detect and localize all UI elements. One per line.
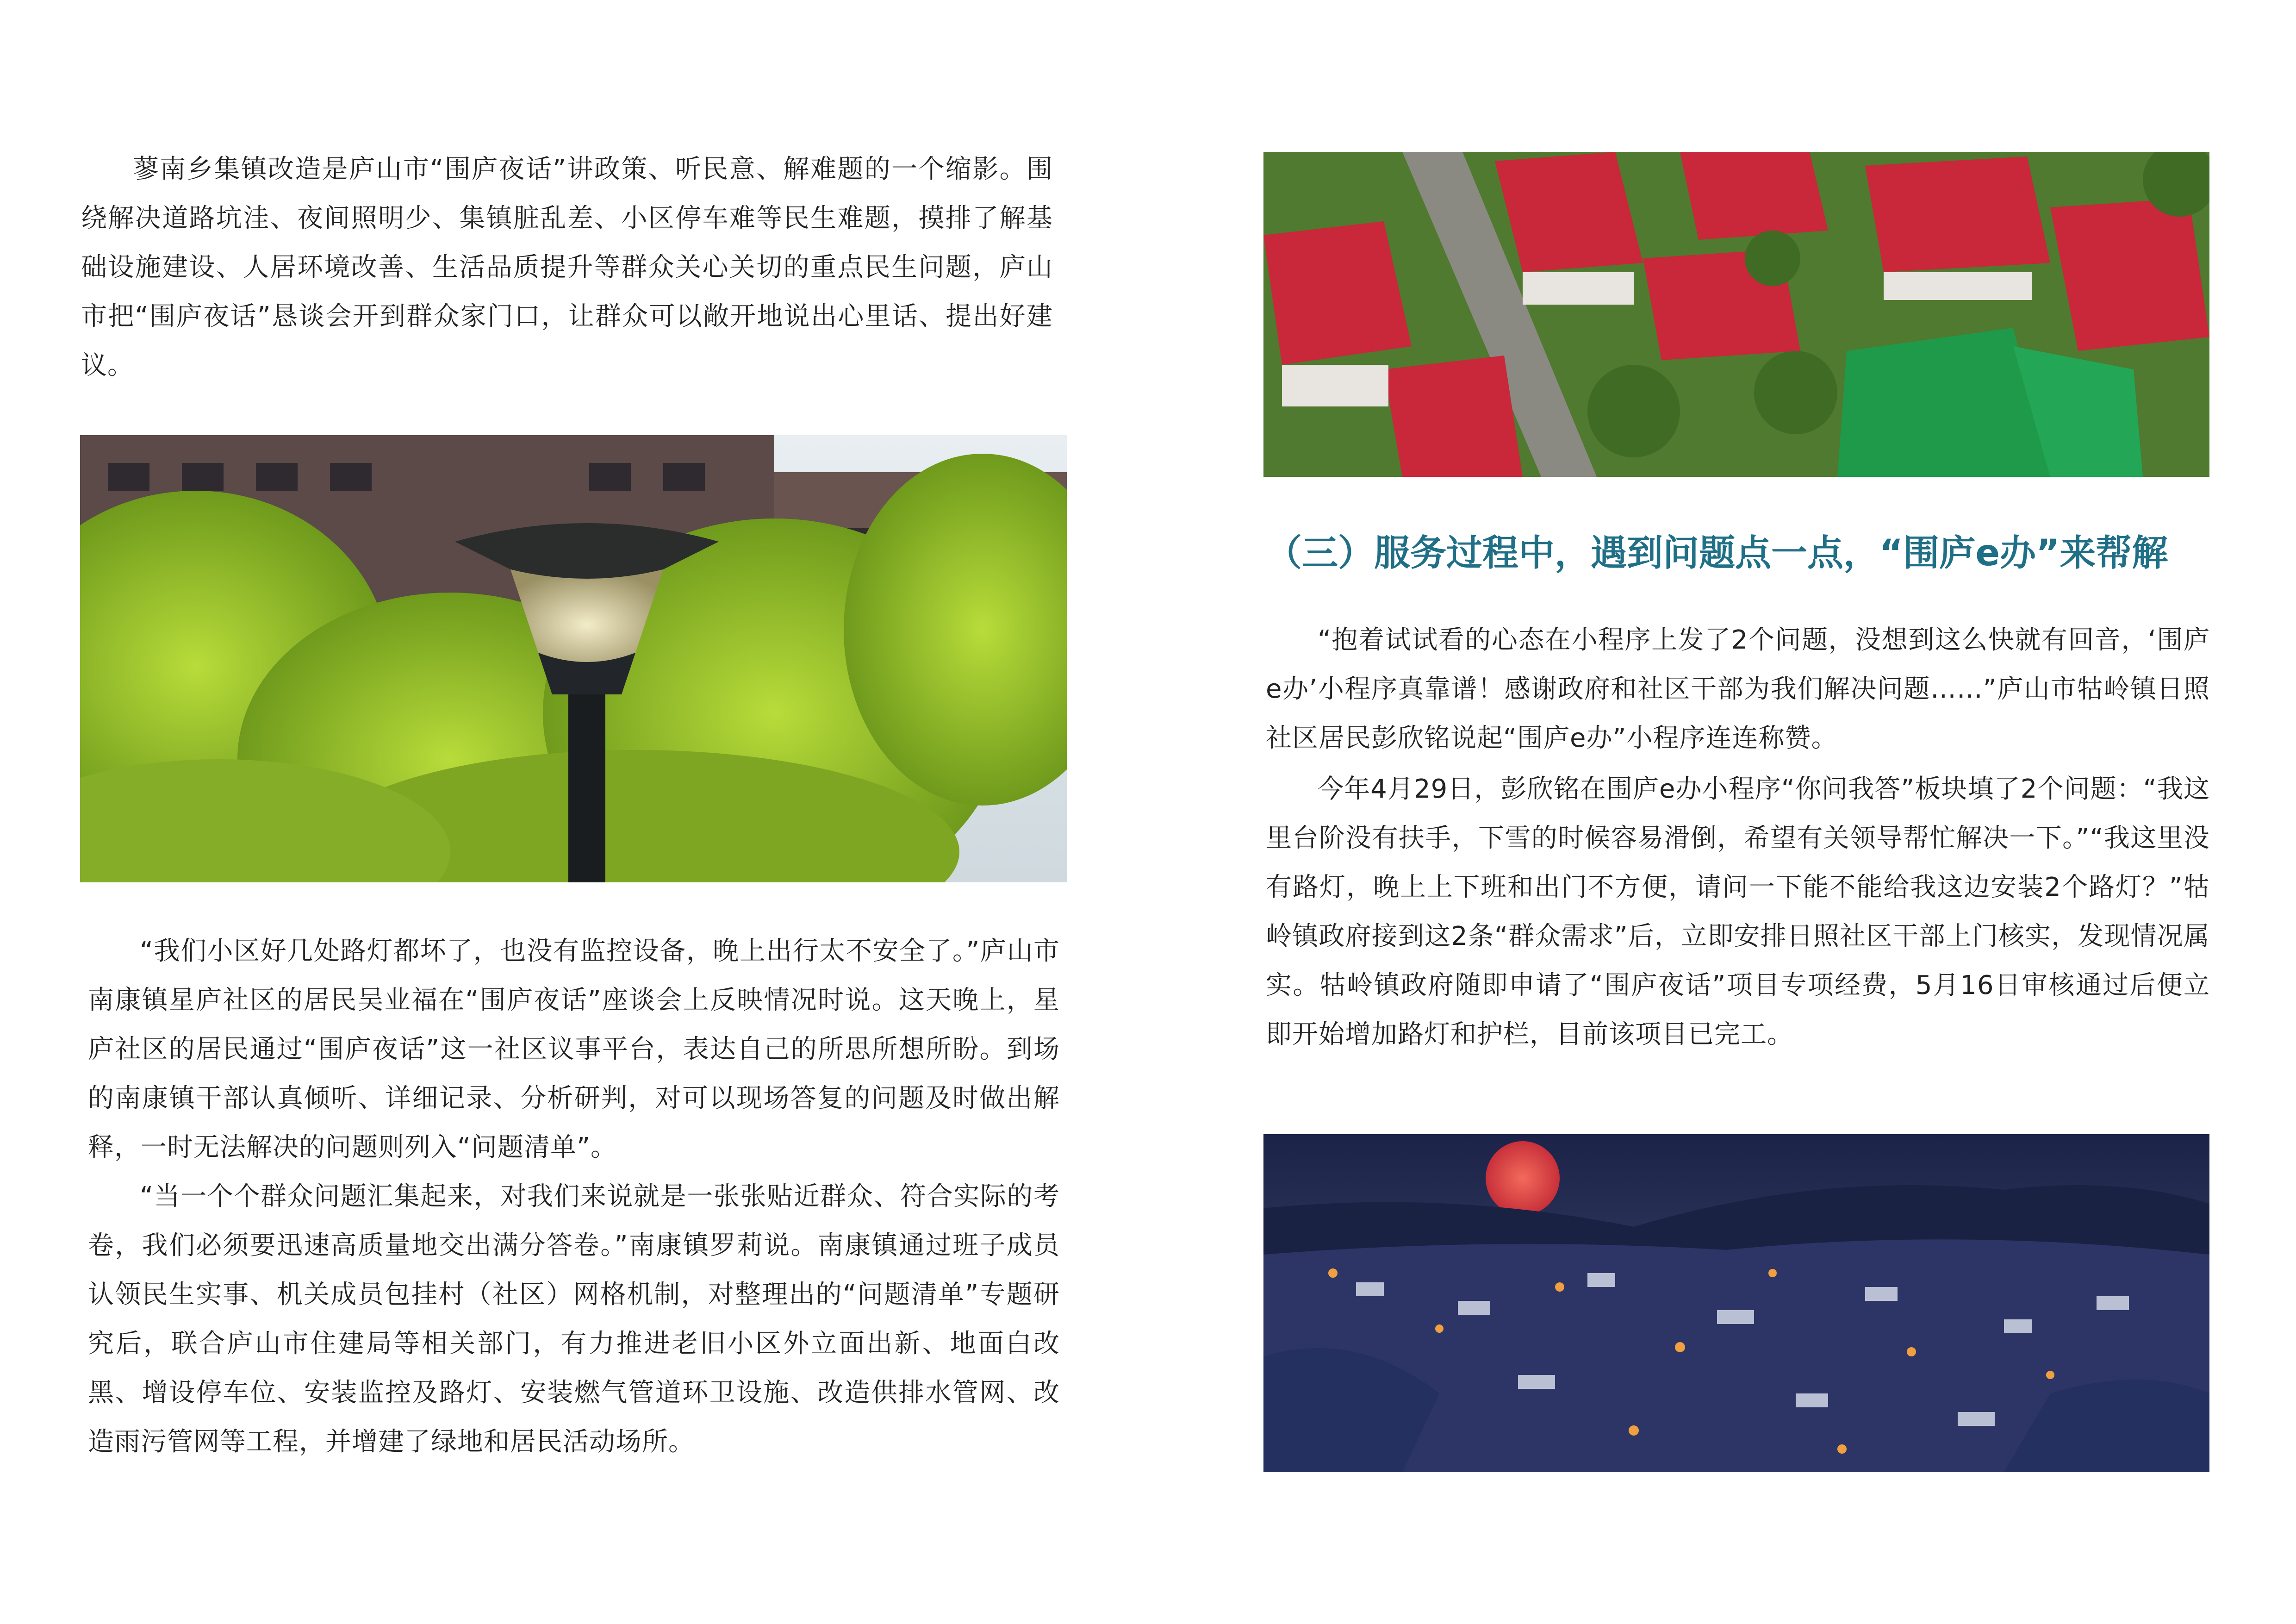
night-town-photo bbox=[1263, 1134, 2209, 1472]
e-service-case-paragraph: 今年4月29日，彭欣铭在围庐e办小程序“你问我答”板块填了2个问题：“我这里台阶没有扶手，下雪的时候容易滑倒，希望有关领导帮忙解决一下。”“我这里没有路灯，晚上上下班和出门不方便，请问一下能不能给我这边安装2个路灯？”牯岭镇政府接到这2条“群众需求”后，立即安排日照社区干部上门核实，发现情况属实。牯岭镇政府随即申请了“围庐夜话”项目专项经费，5月16日审核通过后便立即开始增加路灯和护栏，目前该项目已完工。 bbox=[1266, 774, 2210, 1049]
section-heading: （三）服务过程中，遇到问题点一点，“围庐e办”来帮解 bbox=[1266, 532, 2168, 574]
street-lamp-photo bbox=[80, 435, 1067, 882]
intro-paragraph: 蓼南乡集镇改造是庐山市“围庐夜话”讲政策、听民意、解难题的一个缩影。围绕解决道路坑洼、夜间照明少、集镇脏乱差、小区停车难等民生难题，摸排了解基础设施建设、人居环境改善、生活品质提升等群众关心关切的重点民生问题，庐山市把“围庐夜话”恳谈会开到群众家门口，让群众可以敞开地说出心里话、提出好建议。 bbox=[81, 154, 1053, 381]
streetlight-complaint-paragraph: “我们小区好几处路灯都坏了，也没有监控设备，晚上出行太不安全了。”庐山市南康镇星庐社区的居民吴业福在“围庐夜话”座谈会上反映情况时说。这天晚上，星庐社区的居民通过“围庐夜话”这一社区议事平台，表达自己的所思所想所盼。到场的南康镇干部认真倾听、详细记录、分析研判，对可以现场答复的问题及时做出解释，一时无法解决的问题则列入“问题清单”。 bbox=[88, 936, 1060, 1162]
problem-list-paragraph: “当一个个群众问题汇集起来，对我们来说就是一张张贴近群众、符合实际的考卷，我们必须要迅速高质量地交出满分答卷。”南康镇罗莉说。南康镇通过班子成员认领民生实事、机关成员包挂村（社区）网格机制，对整理出的“问题清单”专题研究后，联合庐山市住建局等相关部门，有力推进老旧小区外立面出新、地面白改黑、增设停车位、安装监控及路灯、安装燃气管道环卫设施、改造供排水管网、改造雨污管网等工程，并增建了绿地和居民活动场所。 bbox=[88, 1181, 1060, 1457]
e-service-praise-paragraph: “抱着试试看的心态在小程序上发了2个问题，没想到这么快就有回音，‘围庐e办’小程序真靠谱！感谢政府和社区干部为我们解决问题……”庐山市牯岭镇日照社区居民彭欣铭说起“围庐e办”小程序连连称赞。 bbox=[1266, 625, 2210, 753]
aerial-rooftops-photo bbox=[1263, 152, 2209, 477]
